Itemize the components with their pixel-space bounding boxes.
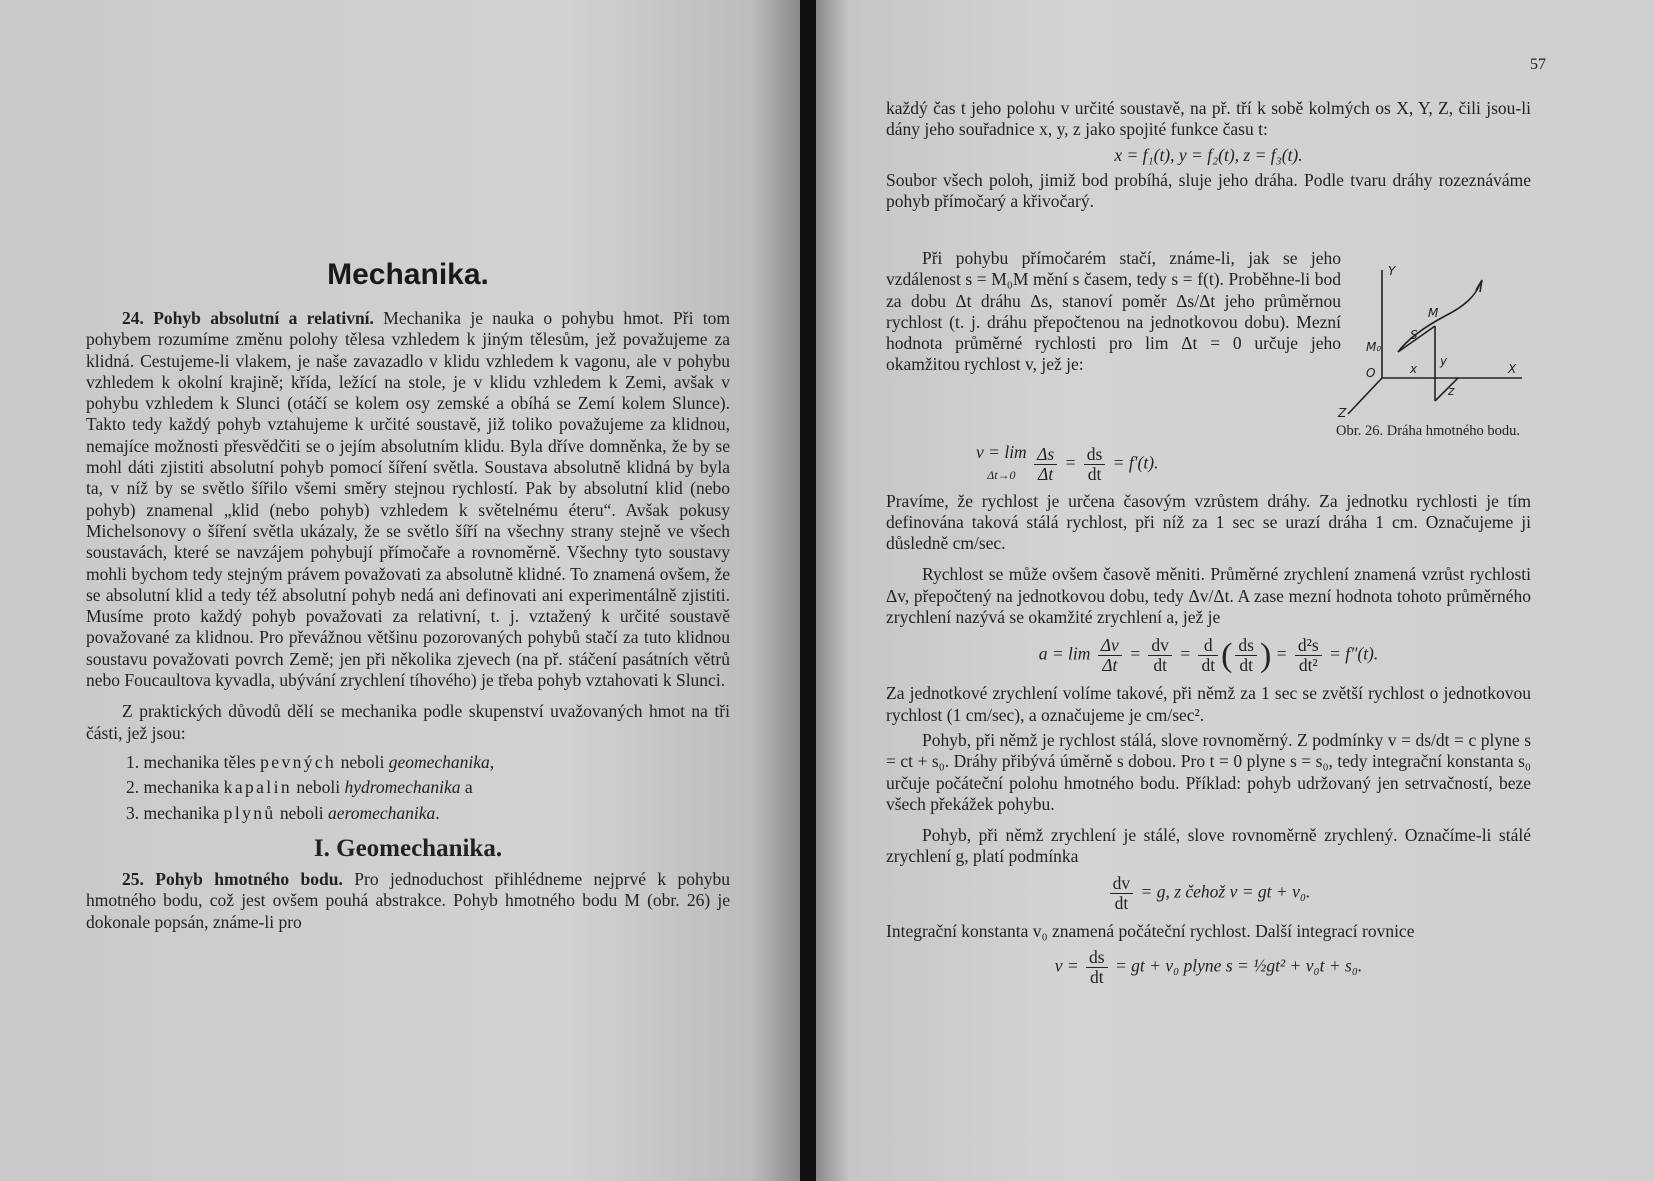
y-coord-label: y xyxy=(1440,354,1448,368)
list-item: 2. mechanika kapalin neboli hydromechanika a xyxy=(126,777,473,798)
division-list xyxy=(126,752,730,824)
section-25-heading: 25. Pohyb hmotného bodu. xyxy=(122,869,343,890)
section-24 xyxy=(86,308,730,691)
section-25-text: Pro jednoduchost přihlédneme nejprvé k pohybu hmotného bodu, což jest ovšem pouhá abstrakce. Pohyb hmotného bodu M (obr. 26) je dokonale popsán, známe-li pro xyxy=(86,869,730,932)
list-item: 3. mechanika plynů neboli aeromechanika. xyxy=(126,802,440,823)
left-page xyxy=(0,0,800,1181)
y-axis-label: Y xyxy=(1388,264,1396,278)
section-24-text: Mechanika je nauka o pohybu hmot. Při tom pohybem rozumíme změnu polohy tělesa vzhledem k jiným tělesům, jež považujeme za klidná. Cestujeme-li vlakem, je naše zavazadlo v klidu vzhledem k vagonu, ale v pohybu vzhledem k okolní krajině; křída, ležící na stole, je v klidu vzhledem k Zemi, avšak v pohybu vzhledem k Slunci (otáčí se kolem osy zemské a obíhá se Zemí kolem Slunce). Takto tedy každý pohyb vztahujeme k určité soustavě, již toliko považujeme za klidnou, nemajíce možnosti přesvědčiti se o jejím absolutním klidu. Byla dříve domněnka, že by se mohl dáti zjistiti absolutní pohyb pomocí šíření světla. Soustava absolutně klidná by byla ta, v níž by se světlo šířilo všemi směry stejnou rychlostí. Pak by absolutní klid (nebo pohyb) znamenal „klid (nebo pohyb) vzhledem k světelnému éteru“. Avšak pokusy Michelsonovy o šíření světla ukázaly, že se světlo šíří na všechny strany stejně ve všech soustavách, které se navzájem pohybují přímočaře a rovnoměrně. Všechny tyto soustavy mohli bychom tedy stejným právem považovati za absolutně klidné. To znamená ovšem, že se absolutní klid a tedy též absolutní pohyb nedá ani definovati ani experimentálně zjistiti. Musíme proto každý pohyb považovati za relativní, t. j. vztažený k určité soustavě považované za klidnou. Pro převážnou většinu pozorovaných pohybů stačí za tuto klidnou soustavu považovati povrch Země; jen při několika zjevech (na př. stáčení pasátních větrů nebo Foucaultova kyvadla, ubývání zrychlení tíhového) je třeba pohyb vztahovati k Slunci. xyxy=(86,308,731,691)
book-gutter xyxy=(800,0,816,1181)
equation-velocity: v = lim Δt→0 $\frac{\Delta s}{\Delta t}$ = $\frac{ds}{dt}$ = f′(t). xyxy=(976,442,1159,484)
paragraph: Pohyb, při němž je rychlost stálá, slove rovnoměrný. Z podmínky v = ds/dt = c plyne s = ct + s₀. Dráhy přibývá úměrně s dobou. Pro t = 0 plyne s = s₀, tedy integrační konstanta s₀ určuje počáteční polohu hmotného bodu. Příklad: pohyb udržovaný jen setrvačností, beze všech překážek pohybu. xyxy=(886,729,1531,814)
page-number: 57 xyxy=(1530,56,1546,73)
equation-path: v = $\frac{ds}{dt}$ = gt + v₀ plyne s = ½gt² + v₀t + s₀. xyxy=(1054,947,1363,988)
list-item: 1. mechanika těles pevných neboli geomechanika, xyxy=(126,751,495,772)
point-m-label: M xyxy=(1428,306,1439,320)
right-body-top xyxy=(886,98,1531,212)
right-body-main xyxy=(886,438,1531,993)
paragraph: Soubor všech poloh, jimiž bod probíhá, sluje jeho dráha. Podle tvaru dráhy rozeznáváme pohyb přímočarý a křivočarý. xyxy=(886,169,1531,212)
x-axis-label: X xyxy=(1508,362,1517,376)
division-paragraph: Z praktických důvodů dělí se mechanika podle skupenství uvažovaných hmot na tři části, jež jsou: xyxy=(86,701,730,743)
path-s-label: S xyxy=(1410,328,1418,342)
paragraph: Za jednotkové zrychlení volíme takové, při němž za 1 sec se zvětší rychlost o jednotkovou rychlost (1 cm/sec), a označujeme je cm/sec². xyxy=(886,683,1531,725)
equation-acceleration: a = lim $\frac{\Delta v}{\Delta t}$ = $\frac{dv}{dt}$ = $\frac{d}{dt}$ ( $\frac{ds}{dt}$ ) = $\frac{\text{d²s}}{\text{dt²}}$ = f″(t). xyxy=(1038,635,1379,676)
z-coord-label: z xyxy=(1448,384,1455,398)
paragraph: každý čas t jeho polohu v určité soustavě, na př. tří k sobě kolmých os X, Y, Z, čili jsou-li dány jeho souřadnice x, y, z jako spojité funkce času t: xyxy=(886,98,1531,140)
z-axis-label: Z xyxy=(1338,406,1347,420)
trajectory-diagram xyxy=(1330,266,1530,426)
x-coord-label: x xyxy=(1410,362,1418,376)
paragraph: Při pohybu přímočarém stačí, známe-li, jak se jeho vzdálenost s = M₀M mění s časem, tedy s = f(t). Proběhne-li bod za dobu Δt dráhu Δs, stanoví poměr Δs/Δt jeho průměrnou rychlost (t. j. dráhu přepočtenou na jednotkovou dobu). Mezní hodnota průměrné rychlosti pro lim Δt = 0 určuje jeho okamžitou rychlost v, jež je: xyxy=(886,248,1341,375)
paragraph: Rychlost se může ovšem časově měniti. Průměrné zrychlení znamená vzrůst rychlosti Δv, přepočtený na jednotkovou dobu, tedy Δv/Δt. A zase mezní hodnota tohoto průměrného zrychlení nazývá se okamžité zrychlení a, jež je xyxy=(886,564,1531,628)
chapter-title: Mechanika. xyxy=(327,258,489,291)
point-m0-label: M₀ xyxy=(1366,340,1382,354)
right-page xyxy=(816,0,1654,1181)
equation-coordinates: x = f₁(t), y = f₂(t), z = f₃(t). xyxy=(1114,144,1303,165)
equation-uniform-acceleration: $\frac{dv}{dt}$ = g, z čehož v = gt + v₀. xyxy=(886,874,1531,913)
section-title: I. Geomechanika. xyxy=(313,834,503,862)
paragraph: Integrační konstanta v₀ znamená počáteční rychlost. Další integrací rovnice xyxy=(886,920,1415,941)
section-25 xyxy=(86,869,730,933)
origin-label: O xyxy=(1366,366,1376,380)
figure-caption: Obr. 26. Dráha hmotného bodu. xyxy=(1335,423,1521,439)
section-24-heading: 24. Pohyb absolutní a relativní. xyxy=(122,308,374,328)
left-body xyxy=(86,308,730,933)
paragraph: Pravíme, že rychlost je určena časovým vzrůstem dráhy. Za jednotku rychlosti je tím definována taková stálá rychlost, při níž za 1 sec se urazí dráha 1 cm. Označujeme ji důsledně cm/sec. xyxy=(886,490,1531,554)
paragraph: Pohyb, při němž zrychlení je stálé, slove rovnoměrně zrychlený. Označíme-li stálé zrychlení g, platí podmínka xyxy=(886,825,1531,867)
right-body-figure-wrap xyxy=(886,248,1341,376)
